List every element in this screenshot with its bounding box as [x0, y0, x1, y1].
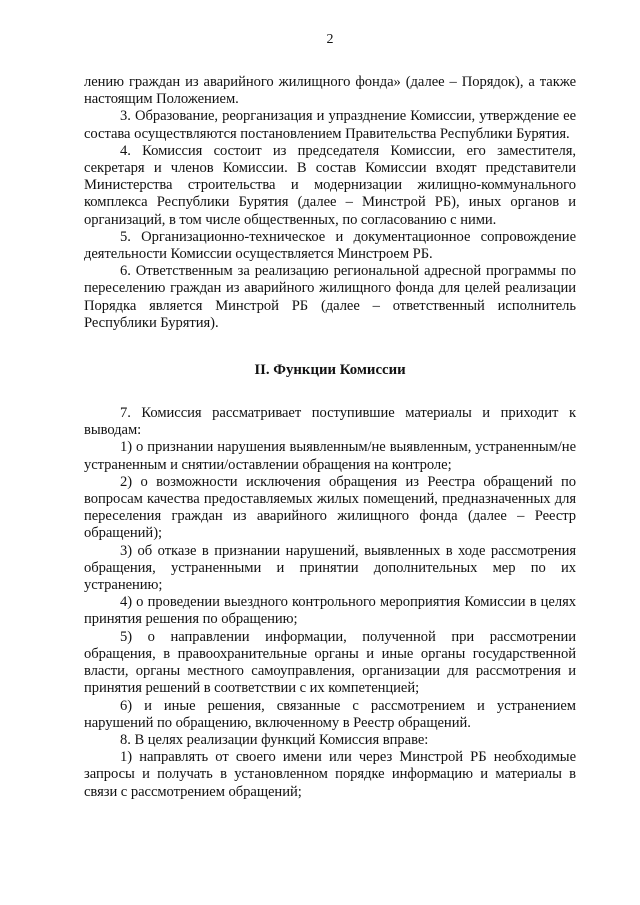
section-heading: II. Функции Комиссии — [254, 362, 406, 379]
document-page — [84, 32, 576, 801]
list-item-7-5: 5) о направлении информации, полученной при рассмотрении обращения, в правоохранительные органы и иные органы государственной власти, органы местного самоуправления, организации для рассмотрения и принятия решений в соответствии с их компетенцией; — [84, 628, 576, 697]
list-item-7-4: 4) о проведении выездного контрольного мероприятия Комиссии в целях принятия решения по обращению; — [84, 594, 576, 628]
list-item-7-3: 3) об отказе в признании нарушений, выявленных в ходе рассмотрения обращения, устраненными и принятии дополнительных мер по их устранению; — [84, 542, 576, 594]
list-item-7-2: 2) о возможности исключения обращения из Реестра обращений по вопросам качества предоставляемых жилых помещений, предназначенных для переселения граждан из аварийного жилищного фонда (далее – Реестр обращений); — [84, 473, 576, 542]
paragraph-8: 8. В целях реализации функций Комиссия вправе: — [120, 731, 429, 748]
list-item-7-1: 1) о признании нарушения выявленным/не выявленным, устраненным/не устраненным и снятии/оставлении обращения на контроле; — [84, 439, 576, 473]
paragraph-7: 7. Комиссия рассматривает поступившие материалы и приходит к выводам: — [84, 405, 576, 439]
section-one — [84, 74, 576, 332]
paragraph-continuation: лению граждан из аварийного жилищного фонда» (далее – Порядок), а также настоящим Положением. — [84, 74, 576, 108]
list-item-8-1: 1) направлять от своего имени или через Минстрой РБ необходимые запросы и получать в установленном порядке информацию и материалы в связи с рассмотрением обращений; — [84, 749, 576, 800]
paragraph-5: 5. Организационно-техническое и документационное сопровождение деятельности Комиссии осуществляется Минстроем РБ. — [84, 228, 576, 263]
paragraph-3: 3. Образование, реорганизация и упразднение Комиссии, утверждение ее состава осуществляются постановлением Правительства Республики Бурятия. — [84, 108, 576, 142]
paragraph-6: 6. Ответственным за реализацию региональной адресной программы по переселению граждан из аварийного жилищного фонда для целей реализации Порядка является Минстрой РБ (далее – ответственный исполнитель Республики Бурятия). — [84, 263, 576, 331]
list-item-7-6: 6) и иные решения, связанные с рассмотрением и устранением нарушений по обращению, включенному в Реестр обращений. — [84, 697, 576, 731]
paragraph-4: 4. Комиссия состоит из председателя Комиссии, его заместителя, секретаря и членов Комиссии. В состав Комиссии входят представители Министерства строительства и модернизации жилищно-коммунального комплекса Республики Бурятия (далее – Минстрой РБ), иных органов и организаций, в том числе общественных, по согласованию с ними. — [84, 142, 576, 228]
page-number: 2 — [326, 32, 334, 47]
section-two — [84, 405, 576, 801]
